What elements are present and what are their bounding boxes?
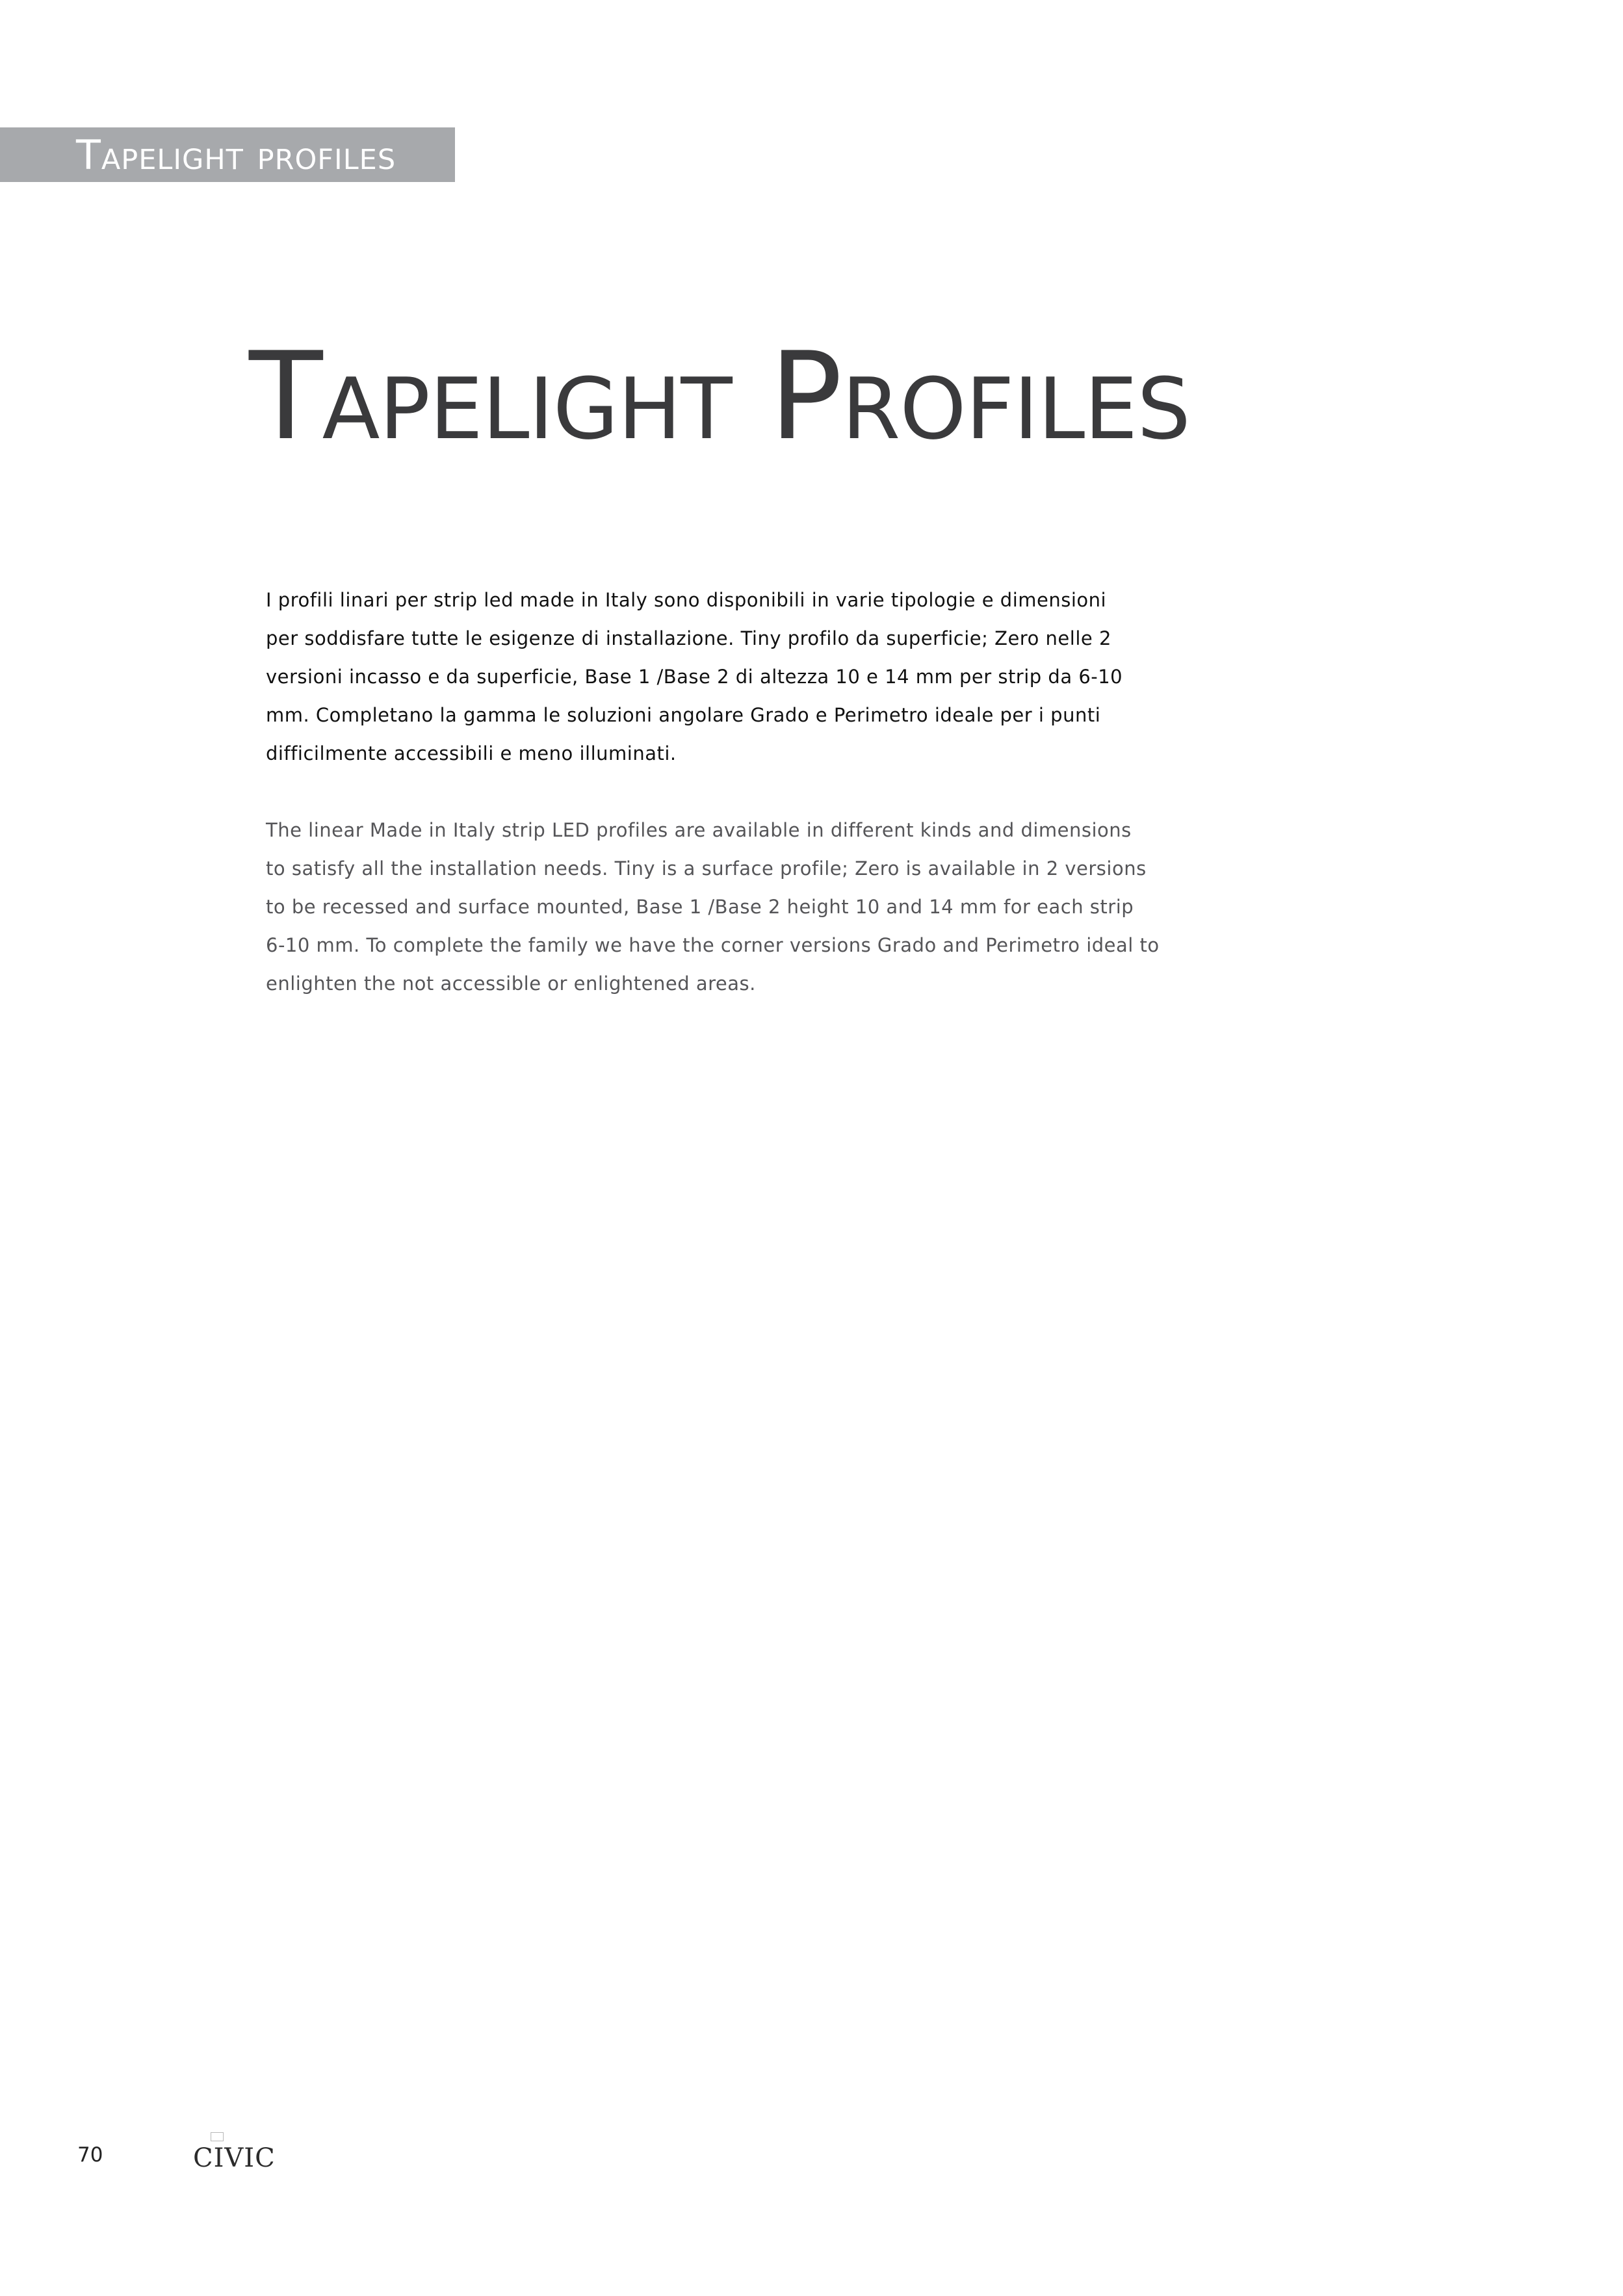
italian-line: difficilmente accessibili e meno illuminati. bbox=[266, 742, 677, 764]
italian-line: I profili linari per strip led made in Italy sono disponibili in varie tipologie e dimensioni bbox=[266, 589, 1107, 611]
civic-logo bbox=[193, 2132, 276, 2173]
english-line: to be recessed and surface mounted, Base 1 /Base 2 height 10 and 14 mm for each strip bbox=[266, 896, 1134, 918]
logo-mark-icon bbox=[211, 2132, 224, 2141]
section-tab-label: Tapelight profiles bbox=[76, 131, 396, 179]
page-title: Tapelight Profiles bbox=[249, 326, 1190, 467]
italian-line: per soddisfare tutte le esigenze di installazione. Tiny profilo da superficie; Zero nelle 2 bbox=[266, 627, 1111, 649]
english-line: to satisfy all the installation needs. Tiny is a surface profile; Zero is available in 2 versions bbox=[266, 857, 1147, 880]
english-line: 6-10 mm. To complete the family we have the corner versions Grado and Perimetro ideal to bbox=[266, 934, 1160, 956]
italian-line: versioni incasso e da superficie, Base 1 /Base 2 di altezza 10 e 14 mm per strip da 6-10 bbox=[266, 666, 1123, 688]
english-line: The linear Made in Italy strip LED profiles are available in different kinds and dimensions bbox=[266, 819, 1132, 841]
section-tab bbox=[0, 127, 455, 182]
italian-line: mm. Completano la gamma le soluzioni angolare Grado e Perimetro ideale per i punti bbox=[266, 704, 1101, 726]
english-line: enlighten the not accessible or enlightened areas. bbox=[266, 972, 756, 995]
logo-text: CIVIC bbox=[193, 2143, 276, 2173]
italian-paragraph bbox=[266, 581, 1176, 773]
page-number: 70 bbox=[77, 2143, 103, 2167]
english-paragraph bbox=[266, 811, 1176, 1003]
